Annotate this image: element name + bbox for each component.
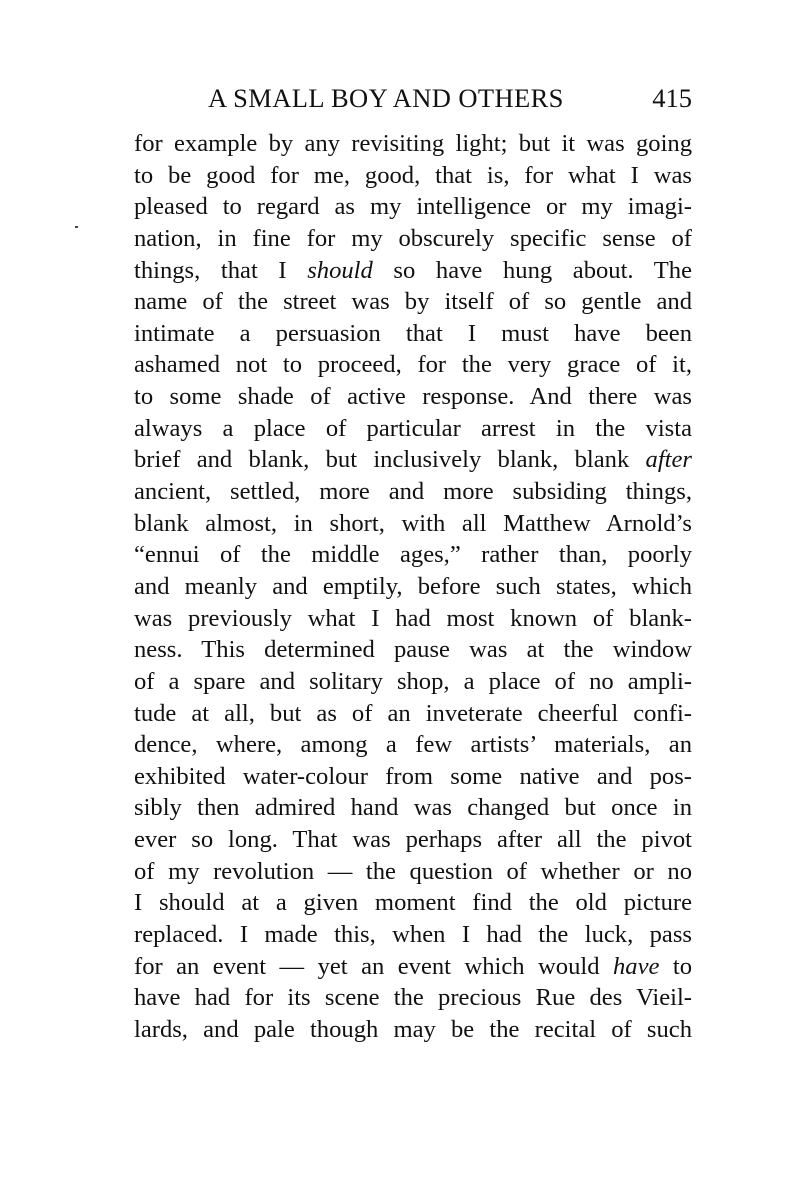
text-line xyxy=(134,318,692,350)
running-head xyxy=(134,80,692,116)
text-segment: always a place of particular arrest in the vista xyxy=(134,414,692,442)
text-segment: of a spare and solitary shop, a place of no ampli- xyxy=(134,667,692,695)
text-segment: exhibited water-colour from some native and pos- xyxy=(134,762,692,790)
text-segment: pleased to regard as my intelligence or my imagi- xyxy=(134,193,692,221)
text-line xyxy=(134,792,692,824)
text-line xyxy=(134,919,692,951)
text-segment: replaced. I made this, when I had the luck, pass xyxy=(134,921,692,949)
text-line xyxy=(134,508,692,540)
text-line xyxy=(134,824,692,856)
text-line xyxy=(134,698,692,730)
text-line xyxy=(134,951,692,983)
text-segment: brief and blank, but inclusively blank, blank xyxy=(134,446,646,474)
text-line xyxy=(134,634,692,666)
text-segment: to be good for me, good, that is, for what I was xyxy=(134,161,692,189)
text-line xyxy=(134,413,692,445)
text-segment: “ennui of the middle ages,” rather than, poorly xyxy=(134,541,692,569)
running-title: A SMALL BOY AND OTHERS xyxy=(208,83,564,113)
text-segment: for example by any revisiting light; but it was going xyxy=(134,130,692,157)
text-segment: to some shade of active response. And there was xyxy=(134,383,692,411)
text-line xyxy=(134,128,692,160)
text-line xyxy=(134,666,692,698)
text-line xyxy=(134,729,692,761)
page-number: 415 xyxy=(652,83,692,113)
text-segment: nation, in fine for my obscurely specific sense of xyxy=(134,224,692,252)
italic-emphasis: should xyxy=(307,256,373,284)
text-line xyxy=(134,349,692,381)
text-line xyxy=(134,286,692,318)
text-segment: ever so long. That was perhaps after all the pivot xyxy=(134,826,692,854)
text-segment: to xyxy=(659,952,692,980)
italic-emphasis: have xyxy=(612,952,660,980)
text-segment: lards, and pale though may be the recital of such xyxy=(134,1015,692,1043)
margin-speck xyxy=(75,226,78,228)
text-segment: things, that I xyxy=(134,256,308,284)
text-segment: dence, where, among a few artists’ materials, an xyxy=(134,731,692,759)
text-segment: have had for its scene the precious Rue des Vieil- xyxy=(134,984,692,1012)
text-segment: ness. This determined pause was at the window xyxy=(134,636,692,664)
text-segment: and meanly and emptily, before such states, which xyxy=(134,572,692,600)
text-line xyxy=(134,191,692,223)
text-segment: was previously what I had most known of blank- xyxy=(134,604,692,632)
body-text xyxy=(134,128,692,1046)
text-line xyxy=(134,761,692,793)
text-segment: intimate a persuasion that I must have been xyxy=(134,319,692,347)
text-segment: so have hung about. The xyxy=(372,256,692,284)
text-line xyxy=(134,1014,692,1046)
text-segment: ashamed not to proceed, for the very grace of it, xyxy=(134,351,692,379)
text-line xyxy=(134,571,692,603)
text-segment: I should at a given moment find the old picture xyxy=(134,889,692,917)
text-segment: tude at all, but as of an inveterate cheerful confi- xyxy=(134,699,692,727)
text-line xyxy=(134,444,692,476)
text-line xyxy=(134,160,692,192)
text-line xyxy=(134,476,692,508)
text-line xyxy=(134,982,692,1014)
text-segment: ancient, settled, more and more subsiding things, xyxy=(134,478,692,506)
text-segment: name of the street was by itself of so gentle and xyxy=(134,288,692,316)
text-segment: sibly then admired hand was changed but once in xyxy=(134,794,692,822)
text-line xyxy=(134,603,692,635)
text-line xyxy=(134,223,692,255)
text-segment: for an event — yet an event which would xyxy=(134,952,613,980)
italic-emphasis: after xyxy=(645,446,692,474)
text-line xyxy=(134,539,692,571)
text-line xyxy=(134,381,692,413)
text-line xyxy=(134,887,692,919)
text-segment: blank almost, in short, with all Matthew Arnold’s xyxy=(134,509,692,537)
text-segment: of my revolution — the question of whether or no xyxy=(134,857,692,885)
text-line xyxy=(134,255,692,287)
text-line xyxy=(134,856,692,888)
